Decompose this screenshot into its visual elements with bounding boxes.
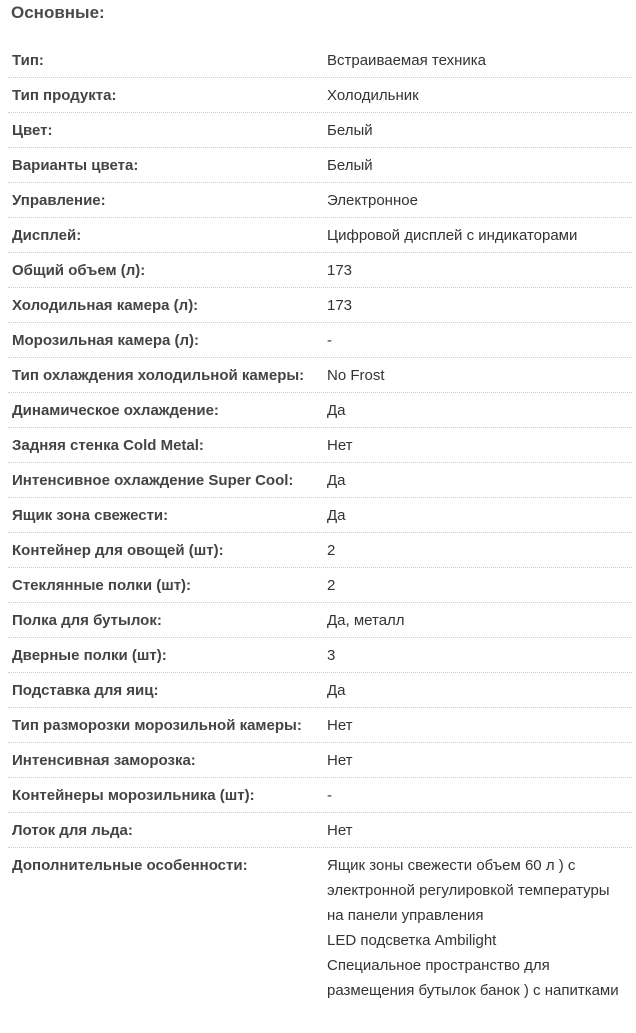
spec-value: Встраиваемая техника <box>327 52 486 69</box>
feature-line: Специальное пространство для <box>327 957 550 974</box>
spec-label: Морозильная камера (л): <box>12 332 200 349</box>
section-title: Основные: <box>11 3 105 22</box>
spec-label: Цвет: <box>12 122 53 139</box>
spec-label: Лоток для льда: <box>12 822 133 839</box>
spec-label: Интенсивное охлаждение Super Cool: <box>12 472 294 489</box>
spec-label: Управление: <box>12 192 106 209</box>
spec-label: Тип разморозки морозильной камеры: <box>12 717 302 734</box>
spec-value: Нет <box>327 717 353 734</box>
spec-label: Полка для бутылок: <box>12 612 162 629</box>
spec-value: Нет <box>327 752 353 769</box>
spec-value: 2 <box>327 542 336 559</box>
spec-label: Варианты цвета: <box>12 157 139 174</box>
feature-line: размещения бутылок банок ) с напитками <box>327 982 619 999</box>
spec-label: Задняя стенка Cold Metal: <box>12 437 204 454</box>
spec-label: Холодильная камера (л): <box>12 297 199 314</box>
spec-label: Тип продукта: <box>12 87 117 104</box>
spec-label: Динамическое охлаждение: <box>12 402 219 419</box>
spec-row-color <box>8 113 632 148</box>
spec-value: Да <box>327 402 346 419</box>
spec-row-product-type <box>8 78 632 113</box>
spec-label: Контейнер для овощей (шт): <box>12 542 224 559</box>
spec-label: Контейнеры морозильника (шт): <box>12 787 255 804</box>
spec-row-fridge-volume <box>8 288 632 323</box>
spec-value: Да, металл <box>327 612 405 629</box>
spec-row-vegetable-containers <box>8 533 632 568</box>
feature-line: электронной регулировкой температуры <box>327 882 610 899</box>
spec-label: Стеклянные полки (шт): <box>12 577 192 594</box>
spec-label: Интенсивная заморозка: <box>12 752 196 769</box>
spec-row-egg-tray <box>8 673 632 708</box>
spec-value: - <box>327 787 332 804</box>
spec-row-bottle-shelf <box>8 603 632 638</box>
feature-line: LED подсветка Ambilight <box>327 932 497 949</box>
spec-value: Да <box>327 472 346 489</box>
spec-label: Подставка для яиц: <box>12 682 159 699</box>
spec-value: 2 <box>327 577 336 594</box>
spec-row-glass-shelves <box>8 568 632 603</box>
spec-label: Дверные полки (шт): <box>12 647 167 664</box>
spec-label: Тип охлаждения холодильной камеры: <box>12 367 305 384</box>
spec-value: Да <box>327 682 346 699</box>
spec-label: Ящик зона свежести: <box>12 507 169 524</box>
spec-value: Цифровой дисплей с индикаторами <box>327 227 578 244</box>
spec-value: No Frost <box>327 367 385 384</box>
spec-label: Дисплей: <box>12 227 82 244</box>
spec-row-freezer-defrost-type <box>8 708 632 743</box>
spec-value: Нет <box>327 437 353 454</box>
spec-row-cold-metal <box>8 428 632 463</box>
spec-row-freezer-volume <box>8 323 632 358</box>
spec-row-intensive-freezing <box>8 743 632 778</box>
spec-row-fridge-cooling-type <box>8 358 632 393</box>
spec-value: Да <box>327 507 346 524</box>
spec-row-freshness-drawer <box>8 498 632 533</box>
spec-value: Нет <box>327 822 353 839</box>
spec-row-color-options <box>8 148 632 183</box>
spec-value: 3 <box>327 647 336 664</box>
spec-value: 173 <box>327 297 353 314</box>
spec-value-multiline <box>324 848 632 1003</box>
feature-line: Ящик зоны свежести объем 60 л ) с <box>327 857 576 874</box>
spec-row-super-cool <box>8 463 632 498</box>
feature-line: на панели управления <box>327 907 484 924</box>
spec-label: Общий объем (л): <box>12 262 146 279</box>
spec-value: Белый <box>327 122 373 139</box>
spec-label: Дополнительные особенности: <box>12 857 248 874</box>
spec-row-total-volume <box>8 253 632 288</box>
spec-value: Белый <box>327 157 373 174</box>
spec-value: Электронное <box>327 192 418 209</box>
spec-value: - <box>327 332 332 349</box>
spec-row-additional-features <box>8 848 632 1003</box>
spec-row-door-shelves <box>8 638 632 673</box>
spec-value: 173 <box>327 262 353 279</box>
spec-label: Тип: <box>12 52 44 69</box>
spec-row-freezer-containers <box>8 778 632 813</box>
spec-row-ice-tray <box>8 813 632 848</box>
spec-row-display <box>8 218 632 253</box>
spec-row-dynamic-cooling <box>8 393 632 428</box>
spec-row-type <box>8 43 632 78</box>
spec-value: Холодильник <box>327 87 419 104</box>
spec-table <box>8 43 632 1003</box>
spec-row-control <box>8 183 632 218</box>
